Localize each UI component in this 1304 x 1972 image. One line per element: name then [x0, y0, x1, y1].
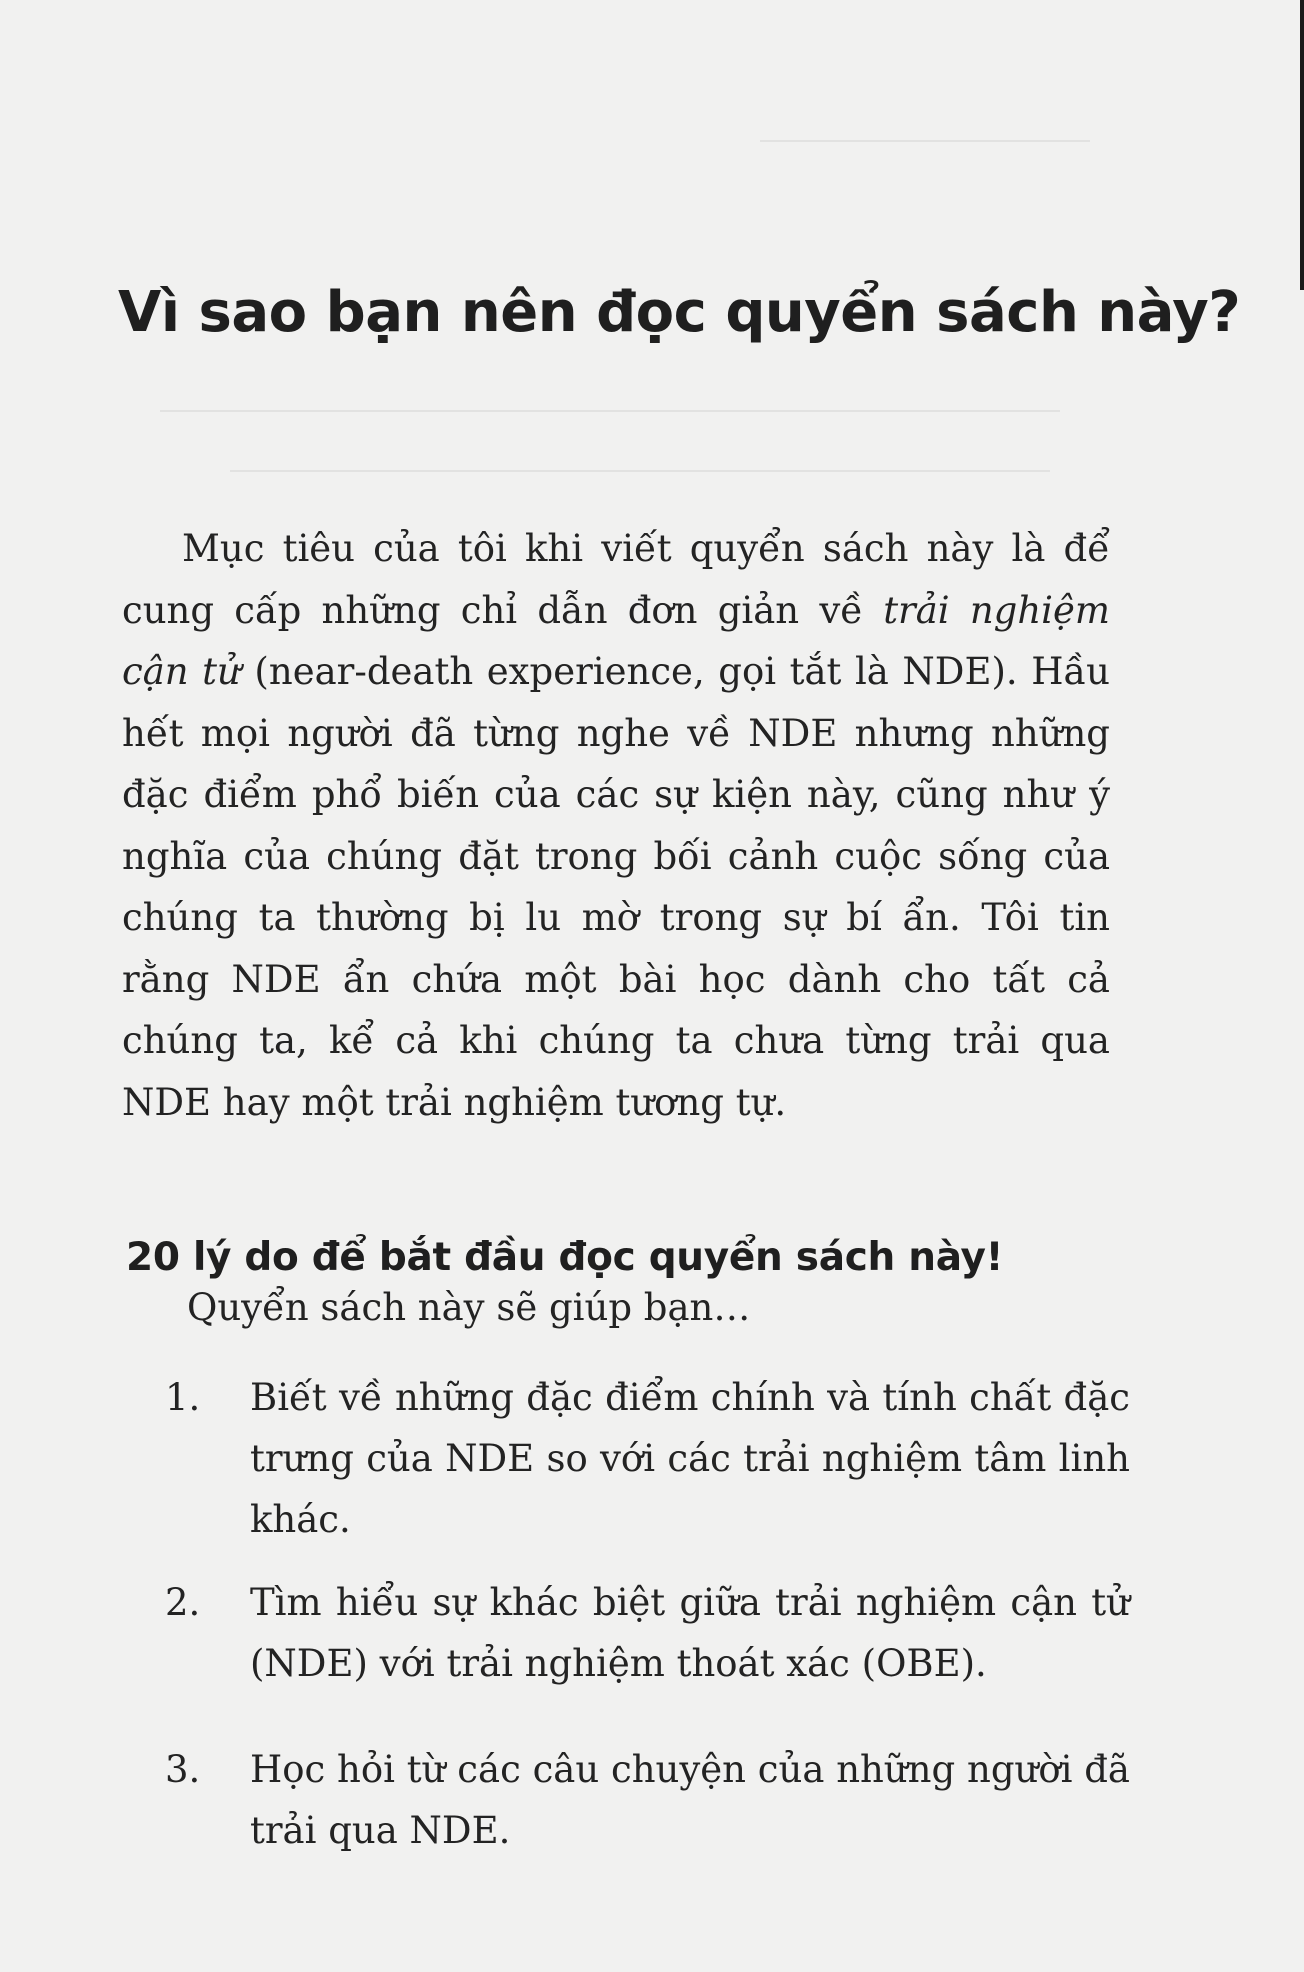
list-item-text: Học hỏi từ các câu chuyện của những người đã trải qua NDE. [250, 1748, 1130, 1852]
paragraph-part-1: Mục tiêu của tôi khi viết quyển sách này là để cung cấp những chỉ dẫn đơn giản về [122, 527, 1110, 632]
page-title: Vì sao bạn nên đọc quyển sách này? [118, 279, 1241, 345]
list-item-number: 1. [165, 1376, 201, 1419]
list-item-text: Tìm hiểu sự khác biệt giữa trải nghiệm cận tử (NDE) với trải nghiệm thoát xác (OBE). [250, 1581, 1130, 1685]
paragraph-part-2: (near-death experience, gọi tắt là NDE). Hầu hết mọi người đã từng nghe về NDE nhưng những đặc điểm phổ biến của các sự kiện này, cũng như ý nghĩa của chúng đặt trong bối cảnh cuộc sống của chúng ta thường bị lu mờ trong sự bí ẩn. Tôi tin rằng NDE ẩn chứa một bài học dành cho tất cả chúng ta, kể cả khi chúng ta chưa từng trải qua NDE hay một trải nghiệm tương tự. [122, 650, 1110, 1124]
paragraph-italic-term: trải nghiệm cận tử [122, 588, 1110, 693]
list-item-number: 3. [165, 1748, 201, 1791]
section-subheading: 20 lý do để bắt đầu đọc quyển sách này! [126, 1235, 1004, 1281]
list-item-number: 2. [165, 1581, 201, 1624]
list-item-text: Biết về những đặc điểm chính và tính chất đặc trưng của NDE so với các trải nghiệm tâm linh khác. [250, 1376, 1130, 1541]
list-intro: Quyển sách này sẽ giúp bạn… [187, 1286, 751, 1329]
